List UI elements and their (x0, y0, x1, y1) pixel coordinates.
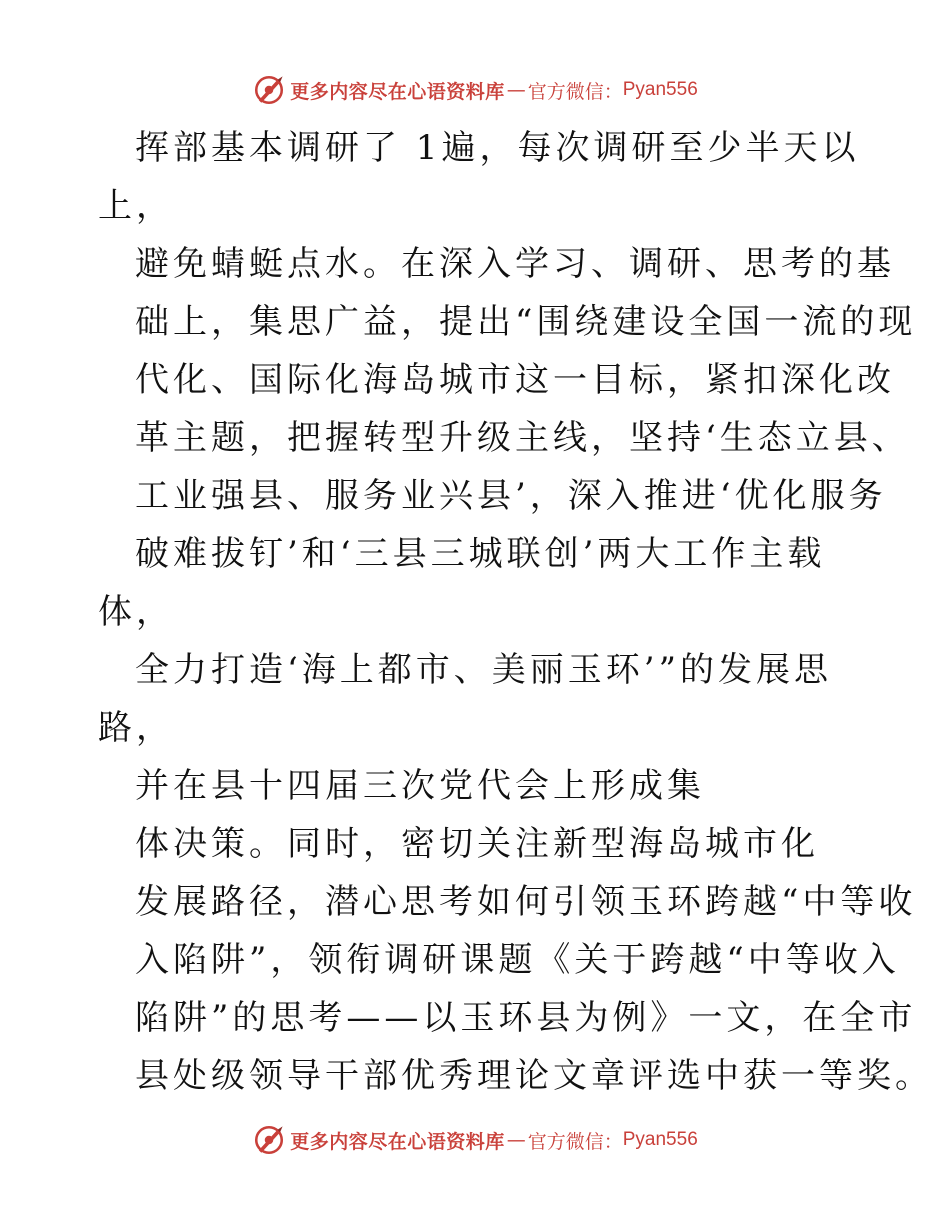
watermark-official-label: 官方微信： (527, 1130, 623, 1153)
body-line: 路， (98, 708, 174, 748)
watermark-separator: — (506, 1129, 526, 1151)
body-line: 革主题，把握转型升级主线，坚持‘生态立县、 (135, 418, 910, 458)
footer-watermark-banner (0, 1120, 950, 1160)
body-line: 陷阱”的思考——以玉环县为例》一文，在全市 (135, 998, 917, 1038)
body-line: 体决策。同时，密切关注新型海岛城市化 (135, 824, 819, 864)
body-line: 全力打造‘海上都市、美丽玉环’”的发展思 (135, 650, 832, 690)
body-line: 避免蜻蜓点水。在深入学习、调研、思考的基 (135, 244, 895, 284)
body-line: 挥部基本调研了 1遍，每次调研至少半天以 (135, 128, 860, 168)
watermark-brand-text: 更多内容尽在心语资料库 (290, 80, 505, 103)
watermark-account-id: Pyan556 (622, 79, 698, 100)
body-line: 代化、国际化海岛城市这一目标，紧扣深化改 (135, 360, 895, 400)
body-line: 入陷阱”，领衔调研课题《关于跨越“中等收入 (135, 940, 900, 980)
body-line: 础上，集思广益，提出“围绕建设全国一流的现 (135, 302, 917, 342)
watermark-brand-text: 更多内容尽在心语资料库 (290, 1130, 505, 1153)
body-line: 上， (98, 186, 174, 226)
logo-icon (252, 1123, 286, 1157)
body-line: 工业强县、服务业兴县’，深入推进‘优化服务 (135, 476, 887, 516)
header-watermark-banner (0, 70, 950, 110)
body-line: 体， (98, 592, 174, 632)
body-line: 县处级领导干部优秀理论文章评选中获一等奖。 (135, 1056, 933, 1096)
watermark-official-label: 官方微信： (527, 80, 623, 103)
watermark-account-id: Pyan556 (622, 1129, 698, 1150)
body-line: 发展路径，潜心思考如何引领玉环跨越“中等收 (135, 882, 917, 922)
watermark-separator: — (506, 79, 526, 101)
body-line: 破难拔钉’和‘三县三城联创’两大工作主载 (135, 534, 826, 574)
logo-icon (252, 73, 286, 107)
body-line: 并在县十四届三次党代会上形成集 (135, 766, 705, 806)
